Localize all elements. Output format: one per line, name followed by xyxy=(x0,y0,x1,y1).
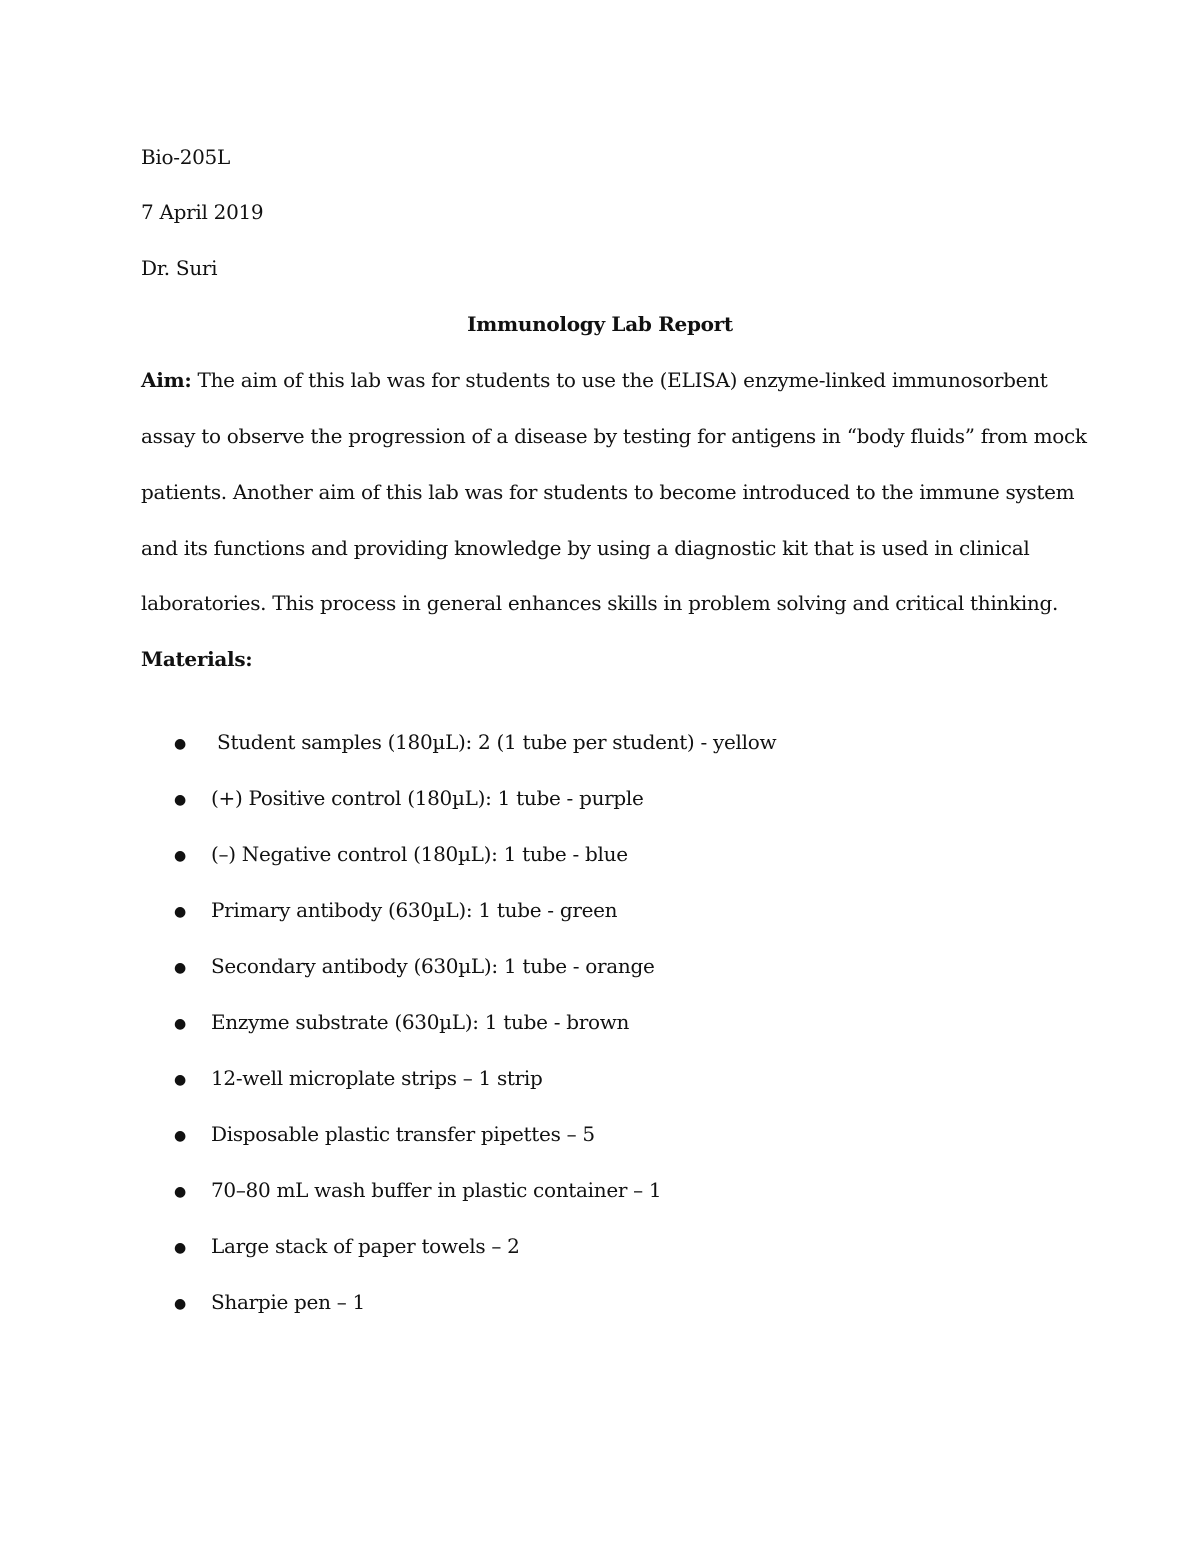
aim-line-3: patients. Another aim of this lab was for students to become introduced to the immune system xyxy=(141,480,1075,504)
instructor-name: Dr. Suri xyxy=(141,256,218,280)
bullet-icon: ● xyxy=(174,960,186,976)
bullet-icon: ● xyxy=(174,1128,186,1144)
course-code: Bio-205L xyxy=(141,145,230,169)
materials-list-item xyxy=(174,1065,543,1093)
aim-line-1 xyxy=(141,367,1048,393)
materials-item-text: Sharpie pen – 1 xyxy=(211,1290,365,1314)
report-date: 7 April 2019 xyxy=(141,200,264,224)
aim-line-4: and its functions and providing knowledge by using a diagnostic kit that is used in clinical xyxy=(141,536,1030,560)
materials-item-text: Student samples (180µL): 2 (1 tube per student) - yellow xyxy=(211,730,777,754)
bullet-icon: ● xyxy=(174,904,186,920)
aim-label: Aim: xyxy=(141,368,192,392)
materials-list-item xyxy=(174,897,617,925)
materials-list-item xyxy=(174,1233,520,1261)
aim-line-2: assay to observe the progression of a disease by testing for antigens in “body fluids” from mock xyxy=(141,424,1087,448)
materials-list-item xyxy=(174,1177,661,1205)
materials-item-text: (+) Positive control (180µL): 1 tube - purple xyxy=(211,786,644,810)
materials-list-item xyxy=(174,1009,629,1037)
bullet-icon: ● xyxy=(174,1296,186,1312)
bullet-icon: ● xyxy=(174,1184,186,1200)
aim-text-1: The aim of this lab was for students to use the (ELISA) enzyme-linked immunosorbent xyxy=(191,368,1048,392)
bullet-icon: ● xyxy=(174,1072,186,1088)
bullet-icon: ● xyxy=(174,792,186,808)
materials-item-text: (–) Negative control (180µL): 1 tube - blue xyxy=(211,842,628,866)
materials-item-text: Primary antibody (630µL): 1 tube - green xyxy=(211,898,618,922)
materials-list-item xyxy=(174,953,655,981)
materials-list-item xyxy=(174,1121,595,1149)
materials-item-text: 12-well microplate strips – 1 strip xyxy=(211,1066,543,1090)
materials-item-text: 70–80 mL wash buffer in plastic container – 1 xyxy=(211,1178,662,1202)
materials-list-item xyxy=(174,1289,365,1317)
bullet-icon: ● xyxy=(174,736,186,752)
page-title: Immunology Lab Report xyxy=(467,312,733,336)
materials-list-item xyxy=(174,841,628,869)
bullet-icon: ● xyxy=(174,1240,186,1256)
materials-item-text: Enzyme substrate (630µL): 1 tube - brown xyxy=(211,1010,630,1034)
materials-item-text: Large stack of paper towels – 2 xyxy=(211,1234,520,1258)
bullet-icon: ● xyxy=(174,848,186,864)
bullet-icon: ● xyxy=(174,1016,186,1032)
materials-item-text: Secondary antibody (630µL): 1 tube - orange xyxy=(211,954,655,978)
materials-item-text: Disposable plastic transfer pipettes – 5 xyxy=(211,1122,595,1146)
aim-line-5: laboratories. This process in general enhances skills in problem solving and critical thinking. xyxy=(141,591,1059,615)
materials-list-item xyxy=(174,785,644,813)
materials-list-item xyxy=(174,729,776,757)
materials-heading: Materials: xyxy=(141,647,253,671)
